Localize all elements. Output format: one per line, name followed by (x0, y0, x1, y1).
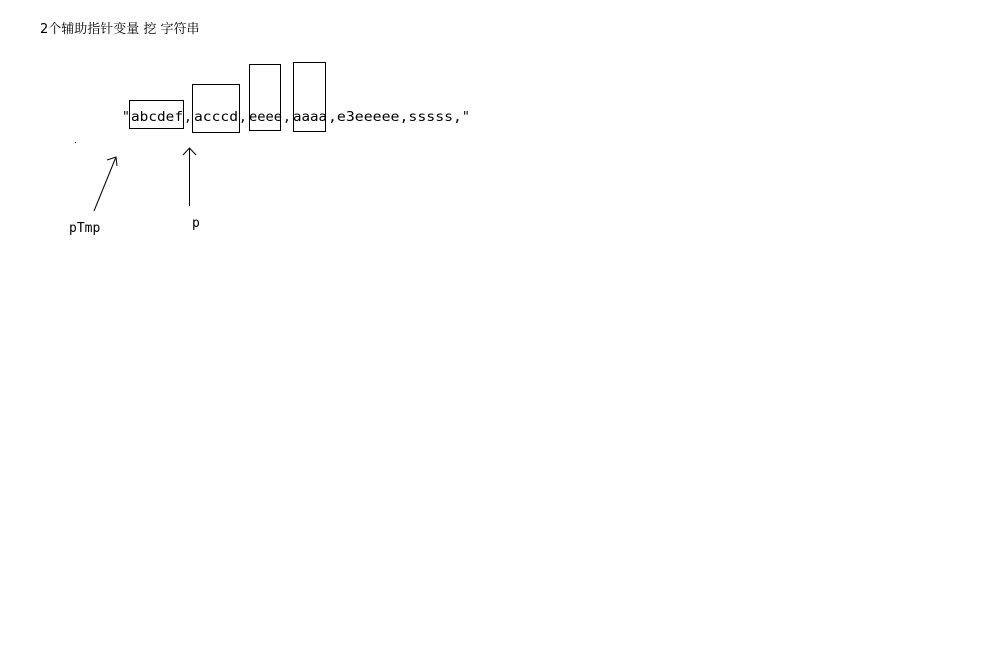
p-label: p (192, 216, 200, 231)
diagram-title: 2个辅助指针变量 挖 字符串 (40, 22, 200, 37)
remaining-string: ,e3eeeee,sssss, (328, 110, 462, 125)
token-eeee: eeee (249, 110, 283, 125)
ptmp-label: pTmp (69, 221, 101, 236)
token-box-acccd (193, 85, 240, 133)
token-aaaa: aaaa (293, 110, 327, 125)
comma-separator: , (239, 110, 247, 125)
close-quote: " (462, 110, 470, 125)
token-abcdef: abcdef (131, 110, 183, 125)
comma-separator: , (184, 110, 192, 125)
token-acccd: acccd (194, 110, 238, 125)
ptmp-arrow (94, 157, 117, 211)
stray-dot (75, 142, 76, 143)
open-quote: " (122, 110, 130, 125)
p-arrow (183, 148, 196, 206)
comma-separator: , (283, 110, 291, 125)
